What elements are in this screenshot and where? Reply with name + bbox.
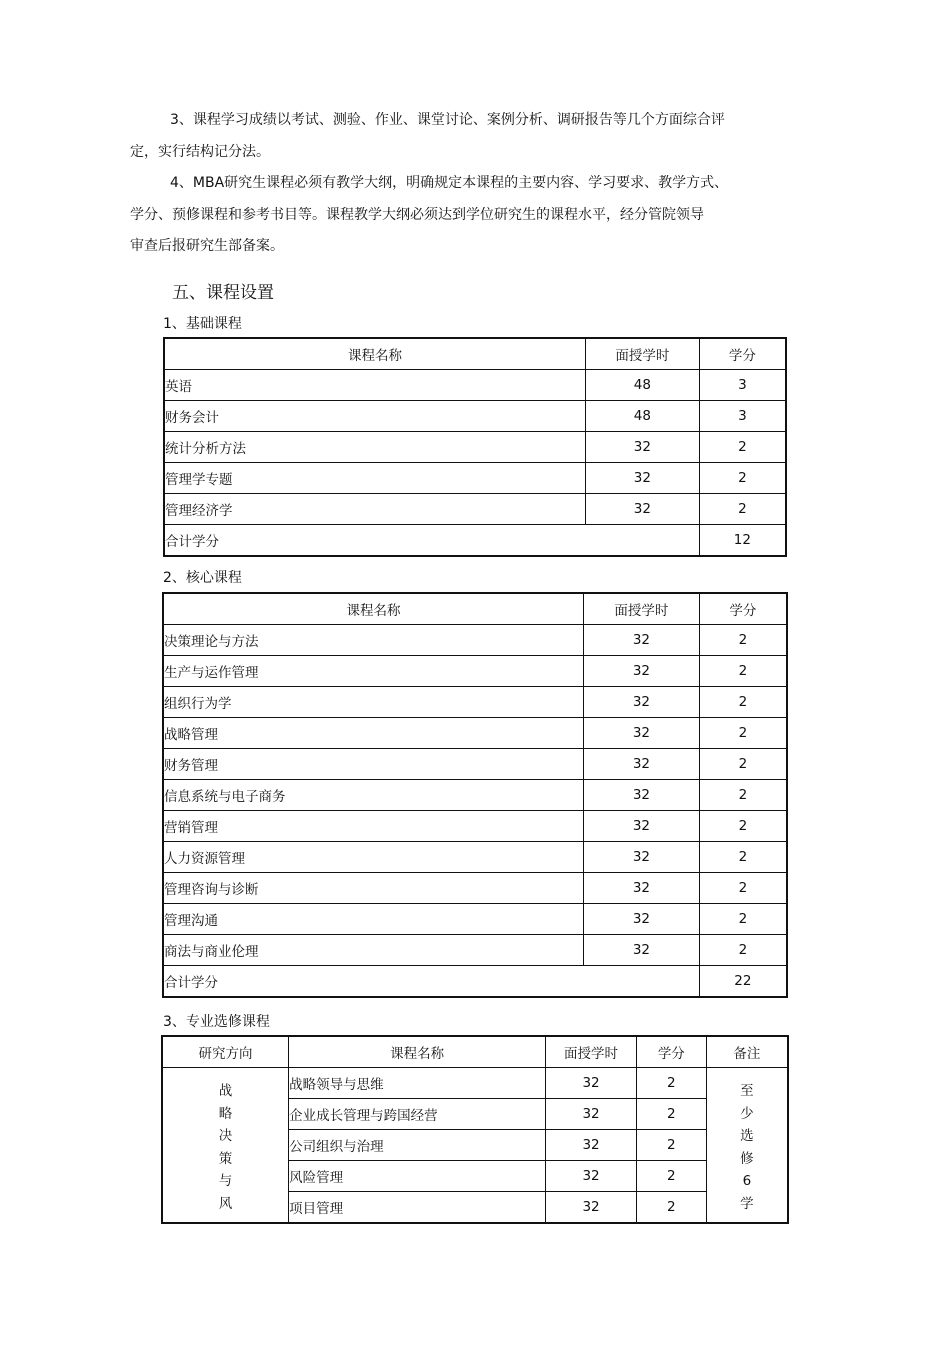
table-row <box>163 625 787 656</box>
table-basic-courses <box>163 337 787 557</box>
table-row <box>163 718 787 749</box>
course-name-cell: 英语 <box>164 370 586 401</box>
table-row <box>163 842 787 873</box>
table2-title: 2、核心课程 <box>163 570 242 586</box>
credits-cell: 2 <box>636 1068 706 1099</box>
table-row <box>164 494 786 525</box>
course-name-cell: 营销管理 <box>163 811 584 842</box>
header-credits: 学分 <box>699 593 787 625</box>
table-core-courses <box>162 592 788 998</box>
paragraph-4 <box>130 168 730 263</box>
credits-cell: 2 <box>699 656 787 687</box>
credits-cell: 2 <box>699 749 787 780</box>
table-row <box>163 780 787 811</box>
table-row <box>163 687 787 718</box>
header-hours: 面授学时 <box>586 338 700 370</box>
direction-char: 略 <box>218 1105 233 1122</box>
course-name-cell: 统计分析方法 <box>164 432 586 463</box>
hours-cell: 32 <box>584 687 700 718</box>
hours-cell: 48 <box>586 401 700 432</box>
section-title: 五、课程设置 <box>172 283 274 303</box>
header-course-name: 课程名称 <box>289 1036 546 1068</box>
direction-char: 与 <box>218 1173 233 1189</box>
table-row <box>163 904 787 935</box>
paragraph-line: 4、MBA研究生课程必须有教学大纲，明确规定本课程的主要内容、学习要求、教学方式、 <box>170 175 729 191</box>
hours-cell: 32 <box>546 1068 637 1099</box>
credits-cell: 2 <box>699 873 787 904</box>
header-credits: 学分 <box>699 338 786 370</box>
total-row <box>163 966 787 998</box>
paragraph-line: 3、课程学习成绩以考试、测验、作业、课堂讨论、案例分析、调研报告等几个方面综合评 <box>170 112 725 128</box>
note-char: 少 <box>740 1105 754 1122</box>
credits-cell: 3 <box>699 370 786 401</box>
header-course-name: 课程名称 <box>164 338 586 370</box>
header-hours: 面授学时 <box>584 593 700 625</box>
hours-cell: 32 <box>584 935 700 966</box>
note-char: 学 <box>740 1195 754 1212</box>
course-name-cell: 管理沟通 <box>163 904 584 935</box>
course-name-cell: 风险管理 <box>289 1161 546 1192</box>
credits-cell: 2 <box>699 935 787 966</box>
hours-cell: 32 <box>584 811 700 842</box>
header-direction: 研究方向 <box>162 1036 289 1068</box>
total-value: 12 <box>699 525 786 557</box>
credits-cell: 2 <box>699 687 787 718</box>
hours-cell: 32 <box>546 1130 637 1161</box>
credits-cell: 2 <box>699 811 787 842</box>
direction-char: 决 <box>218 1128 233 1144</box>
course-name-cell: 生产与运作管理 <box>163 656 584 687</box>
credits-cell: 2 <box>636 1099 706 1130</box>
course-name-cell: 人力资源管理 <box>163 842 584 873</box>
direction-char: 策 <box>218 1150 233 1167</box>
hours-cell: 32 <box>546 1192 637 1224</box>
header-hours: 面授学时 <box>546 1036 637 1068</box>
paragraph-line: 定，实行结构记分法。 <box>130 143 270 160</box>
direction-char: 战 <box>218 1083 233 1099</box>
hours-cell: 32 <box>586 494 700 525</box>
course-name-cell: 财务管理 <box>163 749 584 780</box>
table-row <box>164 463 786 494</box>
hours-cell: 32 <box>584 904 700 935</box>
hours-cell: 32 <box>546 1161 637 1192</box>
course-name-cell: 项目管理 <box>289 1192 546 1224</box>
credits-cell: 2 <box>699 463 786 494</box>
hours-cell: 32 <box>584 842 700 873</box>
table-row <box>163 811 787 842</box>
course-name-cell: 信息系统与电子商务 <box>163 780 584 811</box>
course-name-cell: 管理学专题 <box>164 463 586 494</box>
header-credits: 学分 <box>636 1036 706 1068</box>
paragraph-3 <box>130 105 730 168</box>
hours-cell: 32 <box>584 873 700 904</box>
table-row <box>164 401 786 432</box>
header-course-name: 课程名称 <box>163 593 584 625</box>
note-char: 6 <box>742 1173 752 1189</box>
course-name-cell: 战略领导与思维 <box>289 1068 546 1099</box>
table-row <box>164 432 786 463</box>
paragraph-line: 审查后报研究生部备案。 <box>130 238 284 254</box>
note-char: 选 <box>740 1128 754 1144</box>
paragraph-line: 学分、预修课程和参考书目等。课程教学大纲必须达到学位研究生的课程水平，经分管院领导 <box>130 206 704 223</box>
course-name-cell: 管理经济学 <box>164 494 586 525</box>
hours-cell: 32 <box>586 463 700 494</box>
note-char: 至 <box>740 1083 754 1099</box>
credits-cell: 2 <box>699 432 786 463</box>
course-name-cell: 公司组织与治理 <box>289 1130 546 1161</box>
credits-cell: 2 <box>699 494 786 525</box>
note-char: 修 <box>740 1150 754 1167</box>
course-name-cell: 组织行为学 <box>163 687 584 718</box>
hours-cell: 32 <box>584 780 700 811</box>
course-name-cell: 战略管理 <box>163 718 584 749</box>
credits-cell: 2 <box>699 625 787 656</box>
hours-cell: 32 <box>584 749 700 780</box>
total-value: 22 <box>699 966 787 998</box>
hours-cell: 32 <box>586 432 700 463</box>
course-name-cell: 财务会计 <box>164 401 586 432</box>
total-row <box>164 525 786 557</box>
course-name-cell: 管理咨询与诊断 <box>163 873 584 904</box>
credits-cell: 2 <box>699 718 787 749</box>
table-row <box>163 935 787 966</box>
hours-cell: 32 <box>584 656 700 687</box>
hours-cell: 48 <box>586 370 700 401</box>
direction-char: 风 <box>218 1195 233 1212</box>
table-row <box>163 873 787 904</box>
course-name-cell: 决策理论与方法 <box>163 625 584 656</box>
credits-cell: 2 <box>699 780 787 811</box>
note-cell <box>706 1068 788 1224</box>
credits-cell: 2 <box>699 842 787 873</box>
credits-cell: 2 <box>699 904 787 935</box>
table-row <box>163 656 787 687</box>
credits-cell: 2 <box>636 1161 706 1192</box>
credits-cell: 3 <box>699 401 786 432</box>
total-label: 合计学分 <box>164 525 699 557</box>
hours-cell: 32 <box>584 625 700 656</box>
hours-cell: 32 <box>546 1099 637 1130</box>
hours-cell: 32 <box>584 718 700 749</box>
table1-title: 1、基础课程 <box>163 316 242 332</box>
course-name-cell: 商法与商业伦理 <box>163 935 584 966</box>
table-elective-courses <box>161 1035 789 1224</box>
direction-cell <box>162 1068 289 1224</box>
table-row <box>164 370 786 401</box>
table-row <box>163 749 787 780</box>
credits-cell: 2 <box>636 1130 706 1161</box>
table3-title: 3、专业选修课程 <box>163 1014 270 1030</box>
credits-cell: 2 <box>636 1192 706 1224</box>
total-label: 合计学分 <box>163 966 699 998</box>
table-row <box>162 1068 788 1099</box>
course-name-cell: 企业成长管理与跨国经营 <box>289 1099 546 1130</box>
header-note: 备注 <box>706 1036 788 1068</box>
